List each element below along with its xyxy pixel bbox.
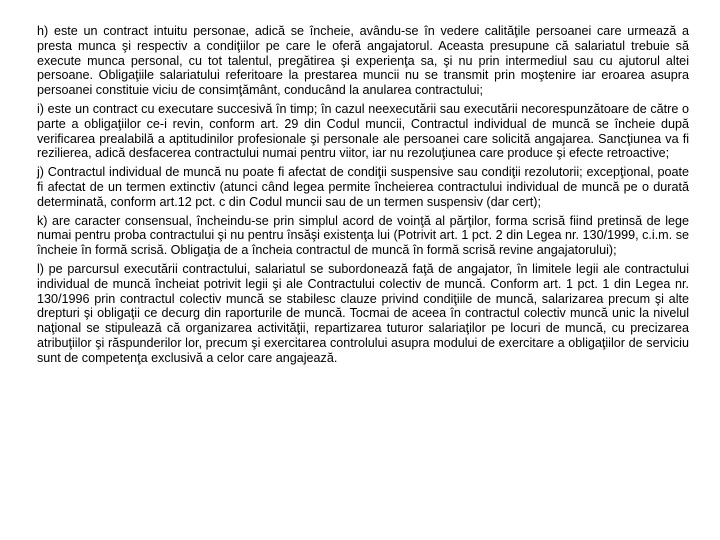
paragraph-l: l) pe parcursul executării contractului, salariatul se subordonează faţă de angajator, în limitele legii ale contractului individual de muncă încheiat potrivit legii şi ale Contractului colectiv de muncă. Conform art. 1 pct. 1 din Legea nr. 130/1996 prin contractul colectiv muncă se stabilesc clauze privind condiţiile de muncă, salarizarea precum şi alte drepturi şi obligaţii ce decurg din raporturile de muncă. Tocmai de aceea în contractul colectiv muncă unic la nivelul naţional se stipulează că organizarea activităţii, repartizarea tuturor salariaţilor pe locuri de muncă, cu precizarea atribuţiilor şi răspunderilor lor, precum şi exercitarea controlului asupra modului de exercitare a obligaţiilor de serviciu sunt de competenţa exclusivă a celor care angajează. — [37, 261, 689, 365]
paragraph-i: i) este un contract cu executare succesivă în timp; în cazul neexecutării sau executării necorespunzătoare de către o parte a obligaţiilor ce-i revin, conform art. 29 din Codul muncii, Contractul individual de muncă se încheie după verificarea prealabilă a aptitudinilor profesionale şi personale ale persoanei care solicită angajarea. Sancţiunea va fi rezilierea, adică desfacerea contractului numai pentru viitor, iar nu rezoluţiunea care produce şi efecte retroactive; — [37, 101, 689, 161]
document-page — [37, 24, 689, 370]
paragraph-h: h) este un contract intuitu personae, adică se încheie, avându-se în vedere calităţile persoanei care urmează a presta munca şi respectiv a condiţiilor pe care le oferă angajatorul. Aceasta presupune că salariatul trebuie să execute munca personal, cu tot talentul, pregătirea şi experienţa sa, şi nu prin intermediul sau cu ajutorul altei persoane. Obligaţiile salariatului referitoare la prestarea muncii nu se transmit prin moştenire iar eroarea asupra persoanei constituie viciu de consimţământ, conducând la anularea contractului; — [37, 24, 689, 98]
paragraph-k: k) are caracter consensual, încheindu-se prin simplul acord de voinţă al părţilor, forma scrisă fiind pretinsă de lege numai pentru proba contractului şi nu pentru însăşi existenţa lui (Potrivit art. 1 pct. 2 din Legea nr. 130/1999, c.i.m. se încheie în formă scrisă. Obligaţia de a încheia contractul de muncă în formă scrisă revine angajatorului); — [37, 213, 689, 258]
paragraph-j: j) Contractul individual de muncă nu poate fi afectat de condiţii suspensive sau condiţii rezolutorii; excepţional, poate fi afectat de un termen extinctiv (atunci când legea permite încheierea contractului individual de muncă pe o durată determinată, conform art.12 pct. c din Codul muncii sau de un termen suspensiv (dar cert); — [37, 165, 689, 209]
